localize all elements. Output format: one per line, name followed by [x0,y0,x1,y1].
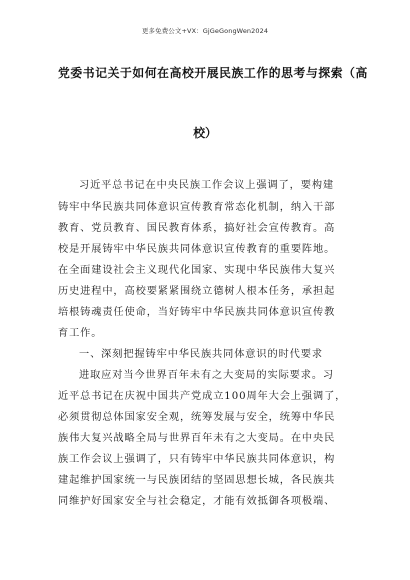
body-line: 建起维护国家统一与民族团结的坚固思想长城，各民族共 [58,475,336,486]
body-line: 铸牢中华民族共同体意识宣传教育常态化机制，纳入干部 [58,202,336,213]
body-line: 培根铸魂责任使命，当好铸牢中华民族共同体意识宣传教 [58,307,336,318]
body-line: 习近平总书记在中央民族工作会议上强调了，要构建 [79,180,335,191]
document-title-line-1: 党委书记关于如何在高校开展民族工作的思考与探索（高 [58,66,368,80]
body-line: 进取应对当今世界百年未有之大变局的实际要求。习 [79,370,335,381]
body-line: 必须贯彻总体国家安全观，统筹发展与安全，统筹中华民 [58,412,336,423]
body-line: 教育、党员教育、国民教育体系，搞好社会宣传教育。高 [58,223,336,234]
body-line: 历史进程中，高校要紧紧围绕立德树人根本任务，承担起 [58,286,336,297]
body-line: 族伟大复兴战略全局与世界百年未有之大变局。在中央民 [58,433,336,444]
body-line: 育工作。 [58,328,103,339]
body-line: 校是开展铸牢中华民族共同体意识宣传教育的重要阵地。 [58,244,336,255]
header-note: 更多免费公文+VX：GjGeGongWen2024 [141,27,269,35]
document-title-line-2: 校） [193,126,217,140]
body-line: 在全面建设社会主义现代化国家、实现中华民族伟大复兴 [58,265,336,276]
body-line: 同维护好国家安全与社会稳定，才能有效抵御各项极端、 [58,496,336,507]
body-line: 族工作会议上强调了，只有铸牢中华民族共同体意识，构 [58,454,336,465]
section-heading: 一、深刻把握铸牢中华民族共同体意识的时代要求 [79,349,323,360]
body-line: 近平总书记在庆祝中国共产党成立100周年大会上强调了， [58,391,347,402]
